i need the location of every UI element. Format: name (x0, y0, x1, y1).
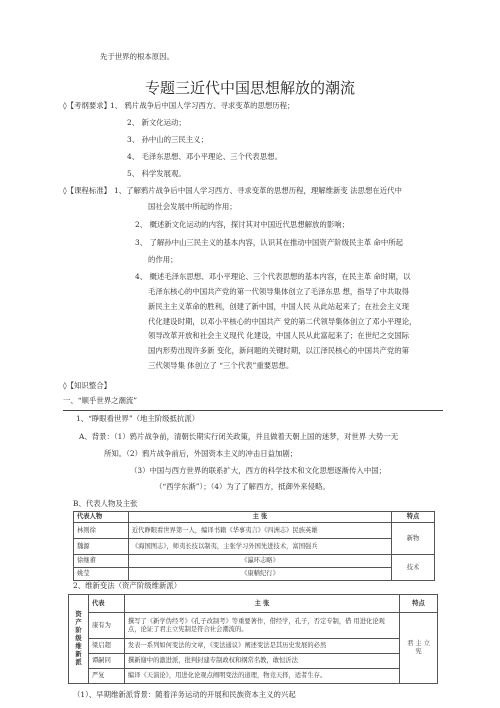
standard-line: 新民主主义革命的胜利，创建了新中国，中国人民 从此站起来了；在社会主义现 (148, 302, 410, 311)
standard-line: 领导改革开放和社会主义现代 化建设，中国人民从此富起来了；在世纪之交国际 (148, 331, 410, 340)
standard-line: 1、了解鸦片战争后中国人学习西方、寻求变革的思想历程，理解维新变 法思想在近代中 (114, 186, 402, 195)
table-row (69, 639, 438, 654)
column-header: 代表 (88, 595, 124, 613)
side-char: 产 (75, 619, 82, 626)
table-cell: 撰写了《新学伪经考》《孔子改制考》等重要著作，借经学，孔子，否定专制，借 用进化论观点，论证了君主立宪制是符合社会潮流的。 (124, 613, 399, 639)
bottom-line: （1）、早期维新派背景：随着洋务运动的开展和民族资本主义的兴起 (73, 690, 296, 699)
table-row (74, 523, 435, 539)
side-char: 资 (75, 611, 82, 618)
column-header: 代表人物 (74, 512, 129, 523)
standard-line: 国内形势出现许多新 变化，新问题的关键时期，以江泽民核心的中国共产党的第 (148, 346, 410, 355)
integrate-label: ◊【知识整合】 (63, 381, 111, 390)
table-cell: 近代睁眼看世界第一人，编译书籍《华事夷言》《四洲志》民族英雄 (128, 523, 391, 539)
column-header: 主 张 (124, 595, 399, 613)
side-char: 新 (75, 651, 82, 658)
reformers-table (68, 594, 438, 684)
standard-label: ◊【课程标准】 (63, 186, 111, 195)
table-row (74, 555, 435, 568)
table-header-row (69, 595, 438, 613)
feature-cell: 技术 (392, 555, 435, 581)
feature-char: 宪 (415, 648, 422, 655)
standard-line: 三代领导集 体创立了 “三个代表”重要思想。 (148, 361, 294, 370)
table-row (74, 568, 435, 581)
feature-char: 君 (407, 640, 414, 647)
side-char: 派 (75, 659, 82, 666)
table-cell: 林则徐 (74, 523, 129, 539)
table-cell: 《海国图志》，师夷长技以制夷，主张学习外国先进技术，富国强兵 (128, 539, 391, 555)
exam-item: 2、 新文化运动； (127, 118, 186, 127)
column-header: 主 张 (128, 512, 391, 523)
background-line: 所知。（2）鸦片战争前后，外国资本主义的冲击日益加剧； (104, 449, 298, 458)
table-cell: 《康輶纪行》 (128, 568, 391, 581)
standard-line: 国社会发展中所起的作用； (148, 202, 237, 211)
side-label (69, 595, 89, 684)
side-char: 维 (75, 643, 82, 650)
table-row (74, 539, 435, 555)
table-cell: 徐继畬 (74, 555, 129, 568)
sub-heading: 2、维新变法（资产阶级维新派） (73, 581, 182, 590)
standard-line: 的作用； (148, 255, 178, 264)
exam-item: 3、 孙中山的三民主义； (127, 135, 208, 144)
representatives-table (73, 511, 435, 581)
background-line: （“西学东渐”）；（4）为了了解西方，抵御外来侵略。 (155, 482, 330, 491)
exam-label: ◊【考纲要求】 (63, 101, 111, 110)
standard-line: 2、 概述新文化运动的内容，探讨其对中国近代思想解放的影响； (135, 220, 349, 229)
table-cell: 撰新谢中的激进派，批判封建专制政权和纲常名教，敢恒沂法 (124, 654, 399, 669)
feature-cell: 新物 (392, 523, 435, 555)
exam-item: 4、 毛泽东思想、邓小平理论、三个代表思想。 (127, 152, 282, 161)
top-line: 先于世界的根本原因。 (100, 52, 174, 61)
table-cell: 魏源 (74, 539, 129, 555)
table-header-row (74, 512, 435, 523)
table-cell: 编译《天演论》，用进化论观点阐明变法的道理，物竞天择，适者生存。 (124, 669, 399, 684)
feature-char: 立 (423, 640, 430, 647)
side-char: 阶 (75, 627, 82, 634)
standard-line: 代化建设时期，以邓小平核心的中国共产 党的第二代领导集体创立了邓小平理论， (148, 317, 417, 326)
page-title: 专题三近代中国思想解放的潮流 (145, 79, 356, 97)
standard-line: 4、 概述毛泽东思想、邓小平理论、三个代表思想的基本内容，在民主革 命时期，以 (135, 272, 411, 281)
table-row (69, 654, 438, 669)
side-char: 级 (75, 635, 82, 642)
table-cell: 梁启超 (88, 639, 124, 654)
table-cell: 姚莹 (74, 568, 129, 581)
standard-line: 毛泽东核心的中国共产党的第一代领导集体创立了毛泽东思 想，指导了中共取得 (148, 287, 410, 296)
column-header: 特点 (392, 512, 435, 523)
feature-char: 主 (415, 640, 422, 647)
sub-heading: 1、“睁眼看世界”（地主阶级抵抗派） (76, 414, 200, 423)
divider (63, 410, 443, 411)
table-cell: 《瀛环志略》 (128, 555, 391, 568)
section-heading: 一、“顺乎世界之潮流” (63, 396, 138, 405)
section-label: B、代表人物及主张 (73, 499, 138, 508)
table-row (69, 613, 438, 639)
column-header: 特点 (400, 595, 438, 613)
table-cell: 康有为 (88, 613, 124, 639)
table-cell: 发表一系列如何变法的文章，《变法通议》阐述变法是其历史发展的必然 (124, 639, 399, 654)
table-cell: 严复 (88, 669, 124, 684)
table-row (69, 669, 438, 684)
background-line: A、背景：（1）鸦片战争前，清朝长期实行闭关政策，并且做着天朝上国的迷梦，对世界 大势一无 (79, 432, 399, 441)
background-line: （3）中国与西方世界的联系扩大，西方的科学技术和文化思想逐渐传入中国； (130, 466, 386, 475)
standard-line: 3、 了解孙中山三民主义的基本内容，认识其在推动中国资产阶级民主革 命中所起 (135, 238, 404, 247)
exam-item: 5、 科学发展观。 (127, 169, 186, 178)
exam-item: 1、 鸦片战争后中国人学习西方、寻求变革的思想历程； (110, 101, 295, 110)
table-cell: 谭嗣同 (88, 654, 124, 669)
feature-cell (400, 613, 438, 684)
